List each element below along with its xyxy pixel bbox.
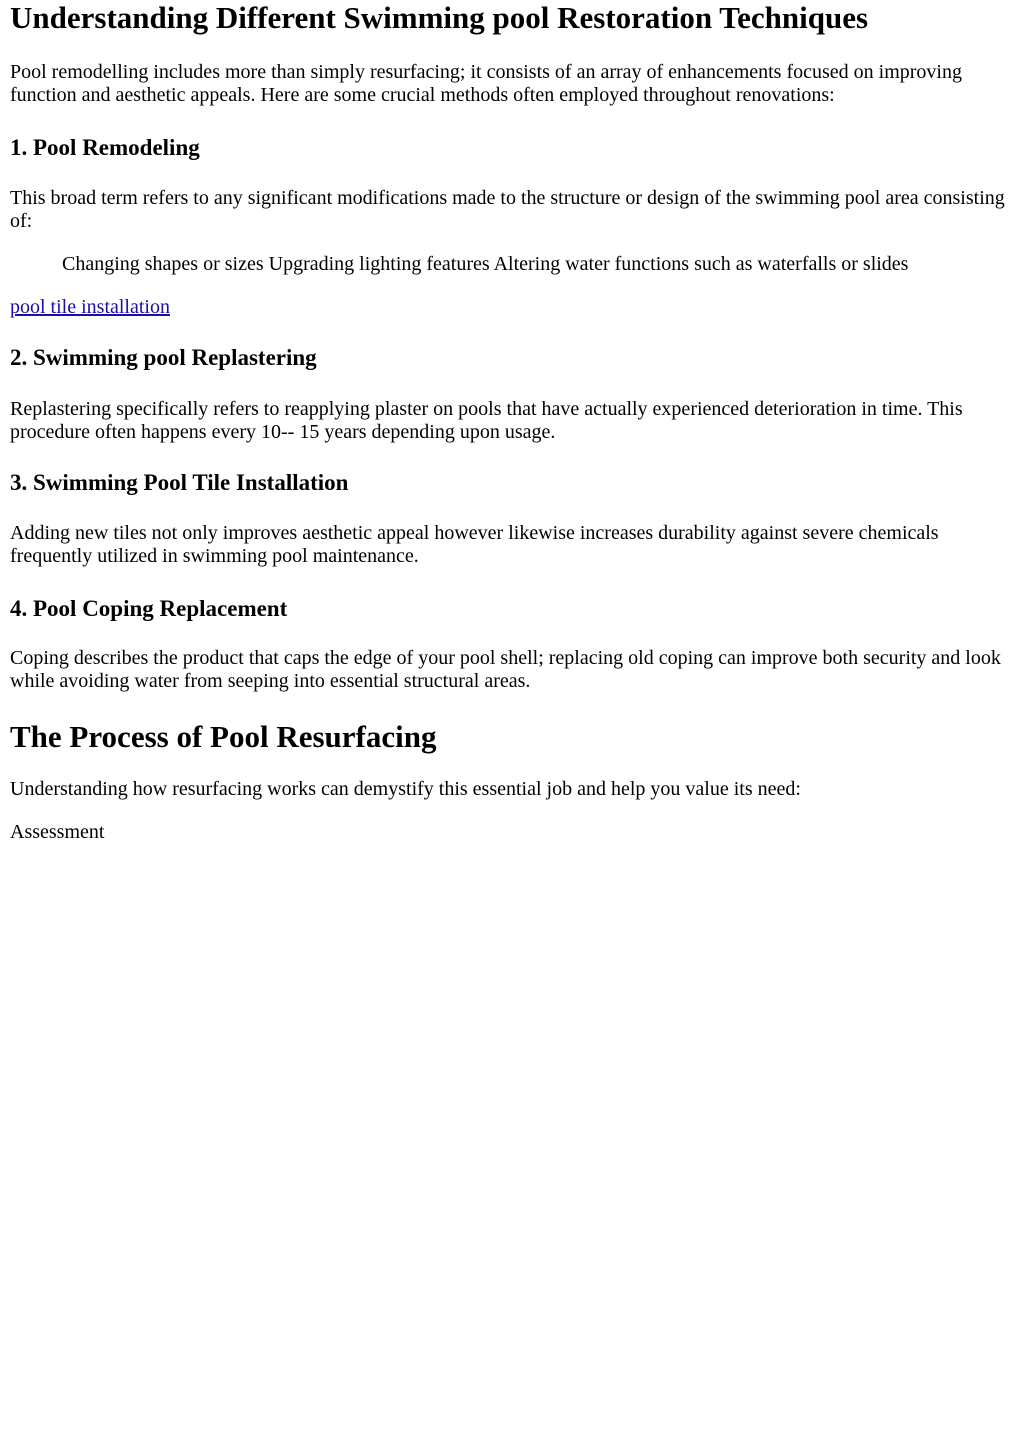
section-body-pool-remodeling: This broad term refers to any significant modifications made to the structure or design of the swimming pool area consisting of: <box>10 187 1005 232</box>
process-intro: Understanding how resurfacing works can demystify this essential job and help you value its need: <box>10 778 801 800</box>
section-body-replastering: Replastering specifically refers to reapplying plaster on pools that have actually experienced deterioration in time. This procedure often happens every 10-- 15 years depending upon usage. <box>10 398 963 443</box>
intro-paragraph: Pool remodelling includes more than simply resurfacing; it consists of an array of enhancements focused on improving function and aesthetic appeals. Here are some crucial methods often employed throughout renovations: <box>10 61 962 106</box>
section-body-tile-installation: Adding new tiles not only improves aesthetic appeal however likewise increases durability against severe chemicals frequently utilized in swimming pool maintenance. <box>10 522 939 567</box>
section-heading-replastering: 2. Swimming pool Replastering <box>10 345 317 370</box>
article-title: Understanding Different Swimming pool Restoration Techniques <box>10 0 869 35</box>
pool-tile-installation-link[interactable]: pool tile installation <box>10 296 170 318</box>
remodel-options-quote: Changing shapes or sizes Upgrading lighting features Altering water functions such as waterfalls or slides <box>62 253 909 275</box>
process-title: The Process of Pool Resurfacing <box>10 719 437 754</box>
section-heading-tile-installation: 3. Swimming Pool Tile Installation <box>10 470 349 495</box>
link-paragraph <box>10 296 1014 319</box>
process-step-assessment: Assessment <box>10 821 105 843</box>
section-heading-coping-replacement: 4. Pool Coping Replacement <box>10 596 288 621</box>
section-body-coping-replacement: Coping describes the product that caps the edge of your pool shell; replacing old coping can improve both security and look while avoiding water from seeping into essential structural areas. <box>10 647 1001 692</box>
section-heading-pool-remodeling: 1. Pool Remodeling <box>10 135 200 160</box>
